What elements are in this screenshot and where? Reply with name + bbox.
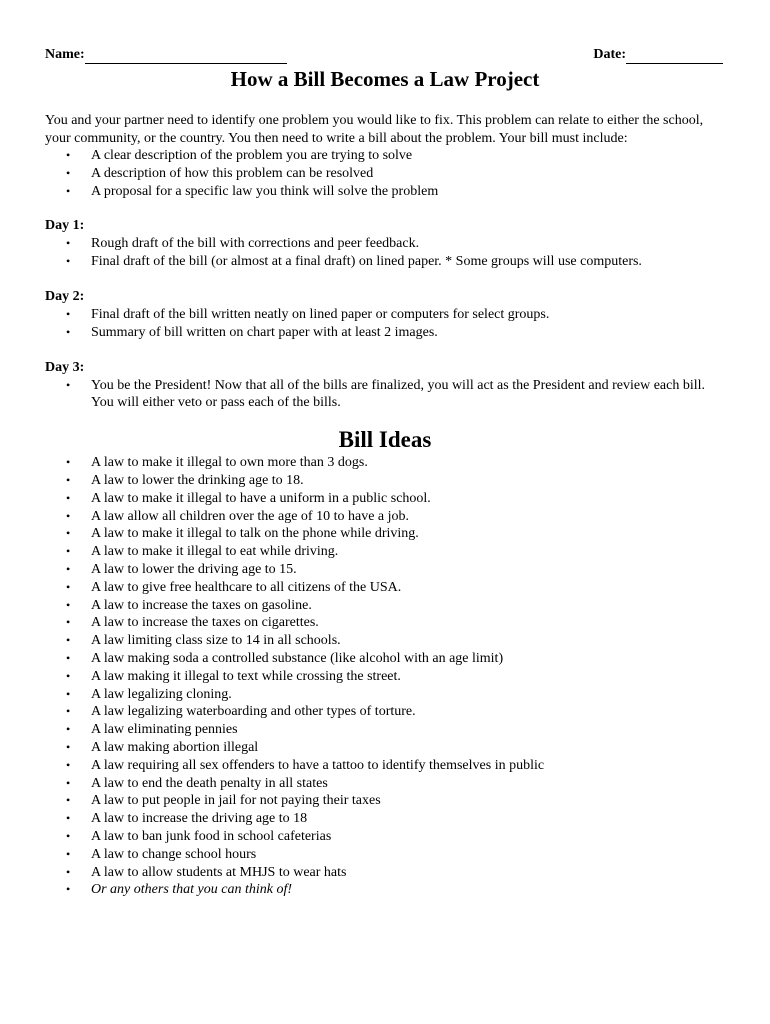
list-item: • A law to make it illegal to own more than 3 dogs. [66, 455, 368, 471]
bullet-icon: • [66, 828, 71, 843]
bill-ideas-list [45, 454, 725, 899]
bullet-icon: • [66, 668, 71, 683]
bullet-icon: • [66, 165, 71, 180]
bullet-icon: • [66, 811, 71, 826]
bullet-icon: • [66, 148, 71, 162]
bullet-icon: • [66, 633, 71, 648]
bullet-icon: • [66, 544, 71, 559]
intro-list [45, 147, 725, 200]
bullet-icon: • [66, 739, 71, 754]
bullet-icon: • [66, 597, 71, 612]
list-item: • A law to increase the taxes on gasoline. [66, 597, 312, 613]
bullet-icon: • [66, 864, 71, 879]
bullet-icon: • [66, 324, 71, 339]
bullet-icon: • [66, 490, 71, 505]
worksheet-page [45, 46, 725, 899]
list-item: • A proposal for a specific law you think will solve the problem [66, 183, 439, 199]
bullet-icon: • [66, 650, 71, 665]
bullet-icon: • [66, 579, 71, 594]
list-item: • A law limiting class size to 14 in all schools. [66, 633, 341, 649]
list-item: • A law to give free healthcare to all citizens of the USA. [66, 579, 402, 595]
date-field [593, 46, 723, 64]
bullet-icon: • [66, 254, 71, 269]
bullet-icon: • [66, 377, 71, 392]
list-item: • Or any others that you can think of! [66, 882, 293, 898]
list-item: • A law to ban junk food in school cafeterias [66, 828, 332, 844]
day-3-list [45, 377, 725, 413]
bullet-icon: • [66, 455, 71, 470]
list-item: • A law eliminating pennies [66, 722, 238, 738]
list-item: • A law to make it illegal to have a uniform in a public school. [66, 490, 431, 506]
bullet-icon: • [66, 561, 71, 576]
bullet-icon: • [66, 704, 71, 719]
list-item: • A law to increase the taxes on cigarettes. [66, 615, 319, 631]
list-item: • A law to lower the drinking age to 18. [66, 472, 304, 488]
day-3-heading: Day 3: [45, 359, 85, 375]
bullet-icon: • [66, 846, 71, 861]
list-item: • A law to make it illegal to talk on the phone while driving. [66, 526, 419, 542]
list-item: • A law requiring all sex offenders to have a tattoo to identify themselves in public [66, 757, 545, 773]
list-item: • A law legalizing cloning. [66, 686, 232, 702]
list-item: • Final draft of the bill (or almost at a final draft) on lined paper. * Some groups will use computers. [66, 254, 642, 270]
bullet-icon: • [66, 793, 71, 808]
list-item: • A law making abortion illegal [66, 739, 259, 755]
bullet-icon: • [66, 615, 71, 630]
bullet-icon: • [66, 722, 71, 737]
list-item: • You be the President! Now that all of the bills are finalized, you will act as the President and review each bill. You will either veto or pass each of the bills. [66, 377, 706, 411]
day-1-list [45, 235, 725, 271]
list-item: • A law to allow students at MHJS to wear hats [66, 864, 347, 880]
day-2-list [45, 306, 725, 342]
list-item: • A law to change school hours [66, 846, 257, 862]
bill-ideas-title: Bill Ideas [338, 427, 432, 453]
day-2-heading: Day 2: [45, 288, 85, 304]
bullet-icon: • [66, 306, 71, 321]
header-row [45, 46, 725, 64]
list-item: • A law to make it illegal to eat while driving. [66, 544, 339, 560]
list-item: • A law making it illegal to text while crossing the street. [66, 668, 401, 684]
list-item: • A law legalizing waterboarding and other types of torture. [66, 704, 416, 720]
name-label: Name: [45, 47, 85, 62]
day-1-heading: Day 1: [45, 218, 85, 234]
list-item: • A description of how this problem can be resolved [66, 165, 374, 181]
list-item: • A law to end the death penalty in all states [66, 775, 328, 791]
bullet-icon: • [66, 882, 71, 897]
list-item: • A clear description of the problem you are trying to solve [66, 148, 413, 163]
bullet-icon: • [66, 472, 71, 487]
list-item: • A law to increase the driving age to 18 [66, 811, 308, 827]
list-item: • A law making soda a controlled substance (like alcohol with an age limit) [66, 650, 504, 666]
bullet-icon: • [66, 526, 71, 541]
list-item: • Final draft of the bill written neatly on lined paper or computers for select groups. [66, 306, 550, 322]
bullet-icon: • [66, 775, 71, 790]
page-title: How a Bill Becomes a Law Project [230, 67, 540, 91]
name-blank-line[interactable] [85, 48, 287, 64]
list-item: • Rough draft of the bill with corrections and peer feedback. [66, 236, 420, 252]
bullet-icon: • [66, 757, 71, 772]
date-label: Date: [593, 47, 626, 62]
intro-paragraph: You and your partner need to identify one problem you would like to fix. This problem can relate to either the school, your community, or the country. You then need to write a bill about the problem. Your bill must include: [45, 113, 704, 146]
name-field [45, 46, 287, 64]
list-item: • A law to lower the driving age to 15. [66, 561, 297, 577]
bullet-icon: • [66, 236, 71, 251]
bullet-icon: • [66, 183, 71, 198]
list-item: • A law to put people in jail for not paying their taxes [66, 793, 381, 809]
list-item: • A law allow all children over the age of 10 to have a job. [66, 508, 410, 524]
date-blank-line[interactable] [626, 48, 723, 64]
bullet-icon: • [66, 508, 71, 523]
bullet-icon: • [66, 686, 71, 701]
list-item: • Summary of bill written on chart paper with at least 2 images. [66, 324, 438, 340]
